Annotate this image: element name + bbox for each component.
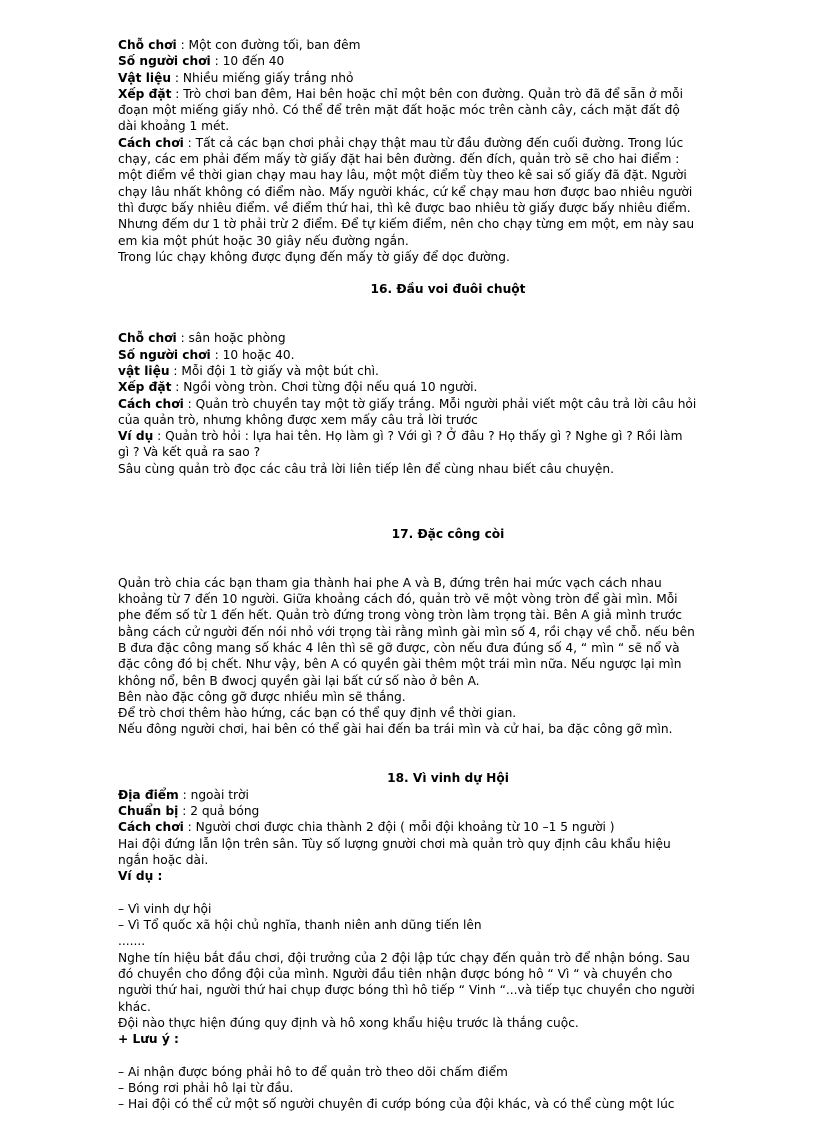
players-line (118, 53, 778, 69)
materials-line (118, 70, 778, 86)
text-line: Hai đội đứng lẫn lộn trên sân. Tùy số lượng gnười chơi mà quản trò quy định câu khẩu hiệu (118, 836, 671, 851)
setup-line (118, 379, 778, 395)
text-line: thì được bấy nhiêu điểm. về điểm thứ hai, thì kê được bao nhiêu tờ giấy được bấy nhiêu điểm. (118, 200, 691, 215)
list-item: – Vì vinh dự hội (118, 901, 212, 916)
howto-line (118, 396, 778, 412)
label: Cách chơi (118, 135, 184, 150)
text-line: khác. (118, 999, 151, 1014)
value: : 10 hoặc 40. (210, 347, 295, 362)
text: : Tất cả các bạn chơi phải chạy thật mau từ đầu đường đến cuối đường. Trong lúc (183, 135, 684, 150)
list-item: – Bóng rơi phải hô lại từ đầu. (118, 1081, 294, 1095)
text-line: Trong lúc chạy không được đụng đến mấy tờ giấy để dọc đường. (118, 249, 510, 264)
label: vật liệu (118, 363, 170, 378)
value: : ngoài trời (178, 787, 249, 802)
list-item: – Vì Tổ quốc xã hội chủ nghĩa, thanh niên anh dũng tiến lên (118, 918, 482, 933)
text: : Quản trò chuyền tay một tờ giấy trắng. Mỗi người phải viết một câu trả lời câu hỏi (183, 396, 697, 411)
text-line: Nhưng đếm dư 1 tờ phải trừ 2 điểm. Để tự kiếm điểm, nên cho chạy từng em một, em này sau (118, 217, 695, 232)
text-line: chạy lâu nhất không có điểm nào. Mấy người khác, cứ kể chạy mau hơn được bao nhiêu người (118, 184, 693, 199)
text-line: phe đếm số từ 1 đến hết. Quản trò đứng trong vòng tròn làm trọng tài. Bên A giả mình trước (118, 608, 682, 623)
label: Chỗ chơi (118, 38, 177, 52)
value: : Một con đường tối, ban đêm (176, 38, 361, 52)
text: : Quản trò hỏi : lựa hai tên. Họ làm gì ? Với gì ? Ở đâu ? Họ thấy gì ? Nghe gì ? Rồi làm (153, 429, 683, 444)
text-line: Nếu đông người chơi, hai bên có thể gài hai đến ba trái mìn và cử hai, ba đặc công gỡ mìn. (118, 722, 673, 737)
text-line: Bên nào đặc công gỡ được nhiều mìn sẽ thắng. (118, 689, 406, 704)
text-line: chạy, các em phải đếm mấy tờ giấy đặt hai bên đường. đến đích, quản trò sẽ cho hai điểm : (118, 152, 680, 167)
label: Xếp đặt (118, 380, 172, 395)
setup-line (118, 86, 778, 102)
howto-line (118, 819, 778, 835)
text-line: ngắn hoặc dài. (118, 852, 209, 867)
section-title: 18. Vì vinh dự Hội (387, 771, 509, 786)
value: : 2 quả bóng (178, 803, 260, 818)
text-line: Đội nào thực hiện đúng quy định và hô xong khẩu hiệu trước là thắng cuộc. (118, 1015, 579, 1030)
text-line: Để trò chơi thêm hào hứng, các bạn có thể quy định về thời gian. (118, 706, 517, 721)
label: Chuẩn bị (118, 803, 179, 818)
text-line: dài khoảng 1 mét. (118, 119, 230, 134)
section-title: 17. Đặc công còi (391, 526, 505, 541)
label: Số người chơi (118, 347, 211, 362)
list-item: – Ai nhận được bóng phải hô to để quản trò theo dõi chấm điểm (118, 1064, 508, 1079)
players-line (118, 347, 778, 363)
howto-line (118, 135, 778, 151)
value: : 10 đến 40 (210, 54, 285, 69)
value: : Người chơi được chia thành 2 đội ( mỗi đội khoảng từ 10 –1 5 người ) (183, 820, 615, 835)
section-title: 16. Đầu voi đuôi chuột (370, 282, 526, 297)
label: Vật liệu (118, 70, 172, 85)
place-line (118, 330, 778, 346)
label: Cách chơi (118, 396, 184, 411)
document-page (118, 37, 778, 1113)
label: Xếp đặt (118, 86, 172, 101)
label: Cách chơi (118, 820, 184, 835)
text-line: Sâu cùng quản trò đọc các câu trả lời liên tiếp lên để cùng nhau biết câu chuyện. (118, 461, 614, 476)
text: : Trò chơi ban đêm, Hai bên hoặc chỉ một bên con đường. Quản trò đã để sẵn ở mỗi (171, 86, 683, 101)
label: Địa điểm (118, 787, 179, 802)
text-line: Quản trò chia các bạn tham gia thành hai phe A và B, đứng trên hai mức vạch cách nhau (118, 575, 662, 590)
materials-line (118, 363, 778, 379)
text-line: đặc công đó bị chết. Như vậy, bên A có quyền gài thêm một trái mìn nữa. Nếu ngược lại mìn (118, 657, 682, 672)
value: : sân hoặc phòng (176, 331, 286, 346)
text-line: một điểm về thời gian chạy mau hay lâu, một một điểm tùy theo kê sai số giấy đã đặt. Người (118, 168, 687, 183)
place-line (118, 37, 778, 53)
text-line: người thứ hai, người thứ hai chụp được bóng thì hô tiếp “ Vinh “...và tiếp tục chuyền cho người (118, 983, 695, 998)
place-line (118, 787, 778, 803)
note-heading: + Lưu ý : (118, 1032, 179, 1047)
text-line: bằng cách cử người đến nói nhỏ với trọng tài rằng mình gài mìn số 4, rồi chạy về chỗ. nếu bên (118, 624, 695, 639)
text-line: gì ? Và kết quả ra sao ? (118, 445, 261, 460)
value: : Ngồi vòng tròn. Chơi từng đội nếu quá 10 người. (171, 380, 478, 395)
text-line: em kia một phút hoặc 30 giây nếu đường ngắn. (118, 233, 409, 248)
example-heading: Ví dụ : (118, 869, 163, 884)
text-line: của quản trò, nhưng không được xem mấy câu trả lời trước (118, 412, 478, 427)
text-line: đó chuyền cho đồng đội của mình. Người đầu tiên nhận được bóng hô “ Vì “ và chuyền cho (118, 966, 673, 981)
label: Chỗ chơi (118, 331, 177, 346)
value: : Nhiều miếng giấy trắng nhỏ (171, 70, 354, 85)
label: Ví dụ (118, 429, 154, 444)
text-line: B đưa đặc công mang số khác 4 lên thì sẽ gỡ được, còn nếu đưa đúng số 4, “ mìn “ sẽ nổ và (118, 640, 680, 655)
example-line (118, 428, 778, 444)
prep-line (118, 803, 778, 819)
list-item: – Hai đội có thể cử một số người chuyên đi cướp bóng của đội khác, và có thể cùng một lúc (118, 1097, 675, 1112)
text-line: khoảng từ 7 đến 10 người. Giữa khoảng cách đó, quản trò vẽ một vòng tròn để gài mìn. Mỗi (118, 592, 678, 607)
label: Số người chơi (118, 54, 211, 69)
text-line: không nổ, bên B đwocj quyền gài lại bất cứ số nào ở bên A. (118, 673, 480, 688)
value: : Mỗi đội 1 tờ giấy và một bút chì. (169, 363, 379, 378)
ellipsis: ....... (118, 934, 146, 949)
text-line: Nghe tín hiệu bắt đầu chơi, đội trưởng của 2 đội lập tức chạy đến quản trò để nhận bóng. Sau (118, 950, 690, 965)
text-line: đoạn một miếng giấy nhỏ. Có thể để trên mặt đất hoặc móc trên cành cây, cách mặt đất độ (118, 103, 680, 118)
